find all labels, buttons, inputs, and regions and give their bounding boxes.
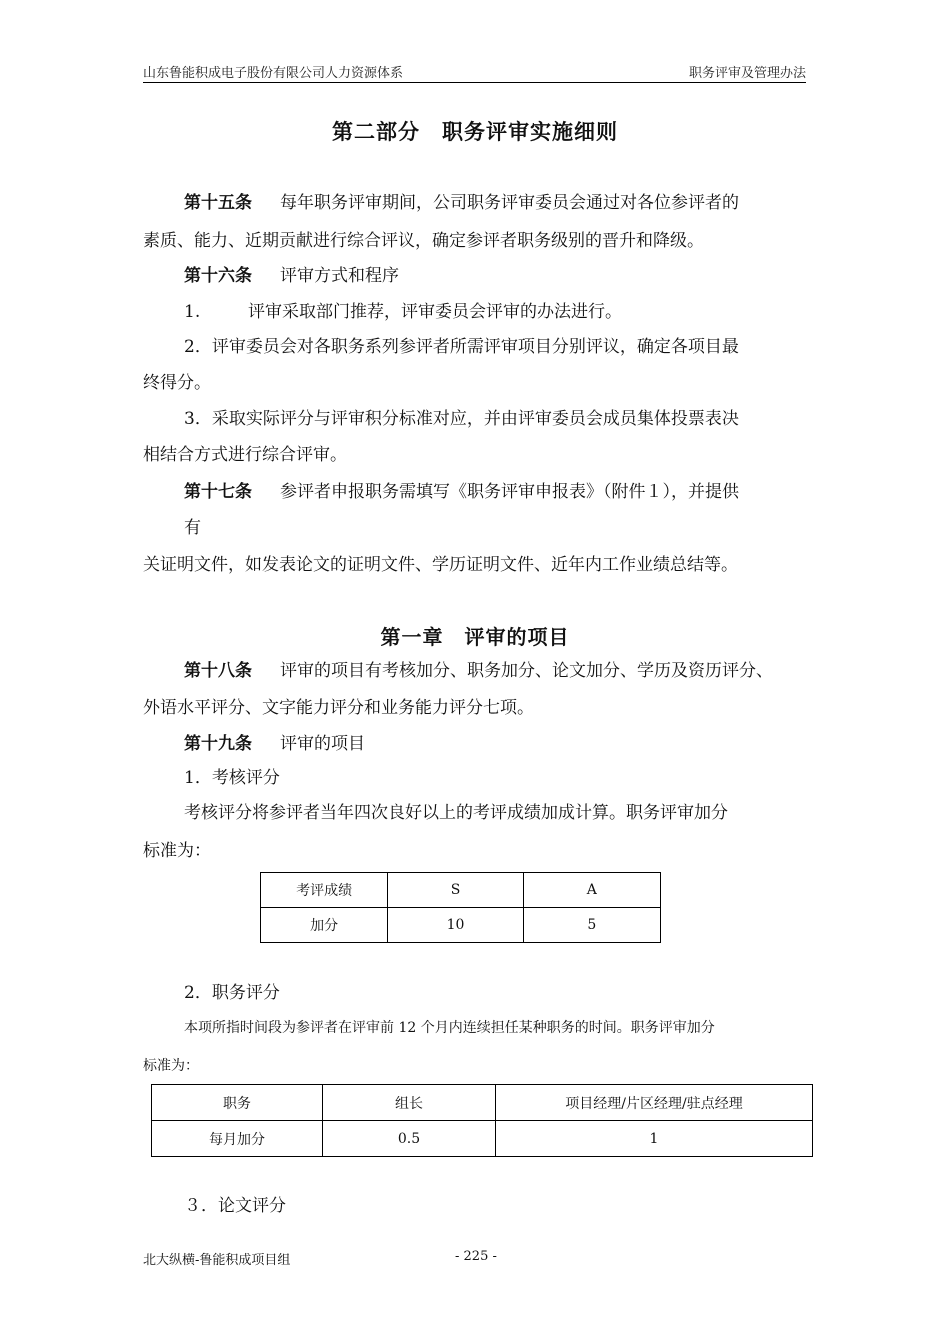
header-company: 山东鲁能积成电子股份有限公司人力资源体系 (143, 66, 404, 81)
part-title: 第二部分 职务评审实施细则 (332, 119, 618, 144)
footer-project-group: 北大纵横-鲁能积成项目组 (143, 1253, 291, 1268)
table-cell: 10 (388, 908, 523, 943)
table-header-row (261, 873, 661, 908)
article-17-line2: 有 (184, 518, 201, 538)
table-cell: 考评成绩 (261, 873, 388, 908)
table-cell: 组长 (323, 1085, 496, 1121)
table-cell: S (388, 873, 523, 908)
section-1-heading: 1．考核评分 (184, 768, 280, 788)
table-cell: 加分 (261, 908, 388, 943)
article-15-line2: 素质、能力、近期贡献进行综合评议，确定参评者职务级别的晋升和降级。 (143, 231, 704, 251)
table-cell: 职务 (152, 1085, 323, 1121)
assessment-score-table (260, 872, 661, 943)
table-cell: 0.5 (323, 1121, 496, 1157)
article-16-item1-text: 评审采取部门推荐，评审委员会评审的办法进行。 (248, 302, 622, 322)
table-cell: 1 (496, 1121, 813, 1157)
chapter-1-title: 第一章 评审的项目 (380, 625, 570, 649)
article-19-text: 评审的项目 (280, 734, 365, 754)
article-16-item2-line1: 2．评审委员会对各职务系列参评者所需评审项目分别评议，确定各项目最 (184, 337, 739, 357)
article-15-line1: 每年职务评审期间，公司职务评审委员会通过对各位参评者的 (280, 193, 739, 213)
header-document-title: 职务评审及管理办法 (688, 66, 806, 81)
article-18-label: 第十八条 (184, 661, 252, 681)
table-cell: A (523, 873, 660, 908)
article-16-text: 评审方式和程序 (280, 266, 399, 286)
article-16-label: 第十六条 (184, 266, 252, 286)
article-18-line1: 评审的项目有考核加分、职务加分、论文加分、学历及资历评分、 (280, 661, 773, 681)
table-cell: 项目经理/片区经理/驻点经理 (496, 1085, 813, 1121)
section-1-line1: 考核评分将参评者当年四次良好以上的考评成绩加成计算。职务评审加分 (184, 803, 728, 823)
table-row (261, 908, 661, 943)
article-16-item3-line1: 3．采取实际评分与评审积分标准对应，并由评审委员会成员集体投票表决 (184, 409, 739, 429)
section-1-line2: 标准为： (143, 841, 211, 861)
page-number: - 225 - (455, 1249, 497, 1264)
section-2-line2: 标准为： (143, 1058, 199, 1074)
article-17-line3: 关证明文件，如发表论文的证明文件、学历证明文件、近年内工作业绩总结等。 (143, 555, 738, 575)
header-rule (143, 82, 806, 83)
table-cell: 每月加分 (152, 1121, 323, 1157)
article-18-line2: 外语水平评分、文字能力评分和业务能力评分七项。 (143, 698, 534, 718)
position-score-table (151, 1084, 813, 1157)
article-16-item1-number: 1. (184, 302, 201, 322)
table-header-row (152, 1085, 813, 1121)
article-16-item3-line2: 相结合方式进行综合评审。 (143, 445, 347, 465)
section-2-heading: 2．职务评分 (184, 983, 280, 1003)
article-17-line1: 参评者申报职务需填写《职务评审申报表》（附件１），并提供 (280, 482, 739, 502)
section-3-heading: ３．论文评分 (184, 1196, 286, 1216)
section-2-line1: 本项所指时间段为参评者在评审前 12 个月内连续担任某种职务的时间。职务评审加分 (184, 1020, 715, 1036)
table-row (152, 1121, 813, 1157)
article-16-item2-line2: 终得分。 (143, 373, 211, 393)
article-17-label: 第十七条 (184, 482, 252, 502)
article-15-label: 第十五条 (184, 193, 252, 213)
table-cell: 5 (523, 908, 660, 943)
article-19-label: 第十九条 (184, 734, 252, 754)
